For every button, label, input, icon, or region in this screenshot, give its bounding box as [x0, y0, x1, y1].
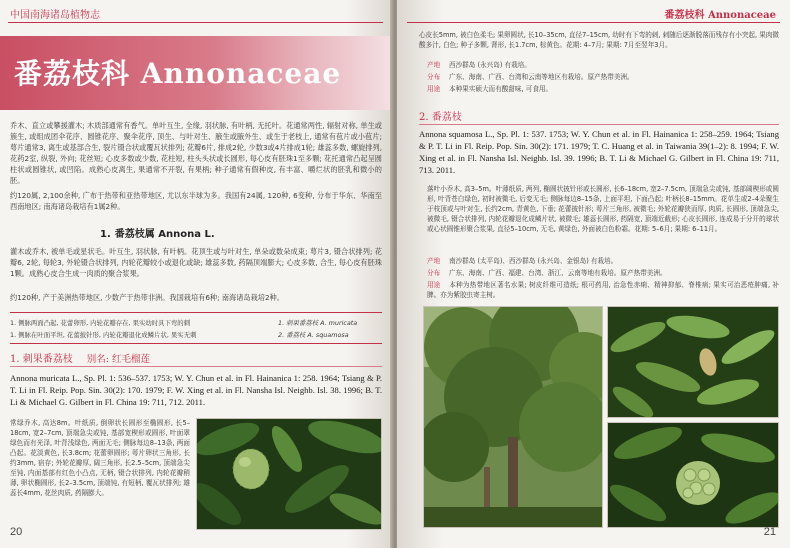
species-2-origin: [427, 256, 617, 266]
soursop-fruit-illustration: [197, 419, 382, 530]
branch-illustration: [608, 307, 779, 418]
species-1-description-continued: 心皮长5mm, 被白色柔毛; 果卵圆状, 长10–35cm, 直径7–15cm, 幼时有下弯的刺, 刺随后逐渐脱落而残存有小突起, 果肉微酸多汁, 白色; 种子多颗, 肾形, 长1.7cm, 棕黄色。花期: 4–7月; 果期: 7月至翌年3月。: [419, 31, 779, 49]
running-head-right: 番荔枝科 Annonaceae: [664, 10, 776, 21]
genus-distribution: 约120种, 产于美洲热带地区, 少数产于热带非洲。我国栽培有6种; 南海诸岛栽培2种。: [10, 293, 284, 302]
right-page: [397, 0, 790, 548]
meta-value: 南沙群岛 (太平岛)、西沙群岛 (永兴岛、金银岛) 有栽培。: [449, 257, 618, 265]
species-1-heading: [10, 350, 150, 365]
species-2-name: 2. 番荔枝: [419, 112, 462, 123]
meta-label: 分布: [427, 269, 441, 277]
family-description: 乔木、直立或攀援灌木; 木质部通常有香气。单叶互生, 全缘, 羽状脉, 有叶柄, 无托叶。花通常两性, 辐射对称, 单生或簇生, 或组成团伞花序、圆锥花序、聚伞花序, 顶生、与叶对生、腋生或腋外生、或生于老枝上, 通常有苞片或小苞片; 萼片通常3, 离生或基部合生, 裂片镊合状或覆瓦状排列; 花瓣6片, 排成2轮, 少数3或4片排成1轮; 雄蕊多数, 螺旋排列, 花药2室, 纵裂, 外向; 花丝短; 心皮多数或少数, 花柱短, 柱头头状或长圆形, 每心皮有胚珠1至多颗; 花托通常凸起呈圆柱状或圆锥状, 或凹陷。成熟心皮离生, 果通常不开裂, 有果柄; 种子通常有假种皮, 有丰富、嚼烂状的胚乳和微小的胚。: [10, 121, 382, 185]
species-1-description: 常绿乔木, 高达8m。叶纸质, 倒卵状长圆形至椭圆形, 长5–18cm, 宽2–7cm, 顶端急尖或钝, 基部宽楔形或圆形, 叶面翠绿色而有光泽, 叶背浅绿色, 两面无毛; 侧脉每边8–13条, 两面凸起。花淡黄色, 长3.8cm; 花蕾卵圆形; 萼片卵状三角形, 长约3mm, 宿存; 外轮花瓣厚, 阔三角形, 长2.5–5cm, 顶端急尖至钝, 内面基部有红色小凸点, 无柄, 镊合状排列, 内轮花瓣稍薄, 卵状椭圆形, 长2–3.5cm, 顶端钝, 有短柄, 覆瓦状排列; 雄蕊长4mm, 花丝肉质, 药隔膨大。: [10, 419, 190, 497]
species-2-citation: Annona squamosa L., Sp. Pl. 1: 537. 1753; W. Y. Chun et al. in Fl. Hainanica 1: 258–259. 1964; Tsiang & P. T. Li in Fl. Reip. Pop. Sin. 30(2): 171. 1979; T. C. Huang et al. in Taiwania 39(1–2): 8. 1994; F. W. Xing et al. in Fl. Nansha Isl. Neighb. Isl. 39. 1996; B. T. Li & Michael G. Gilbert in Fl. China 19: 711, 713. 2011.: [419, 129, 779, 175]
key-bottom-rule: [10, 343, 382, 344]
page-number-right: 21: [763, 526, 776, 538]
meta-label: 分布: [427, 73, 441, 81]
running-head: 中国南海诸岛植物志: [10, 10, 100, 21]
species-1-alias: 别名: 红毛榴莲: [86, 354, 150, 365]
genus-heading: [100, 225, 215, 240]
genus-description: 灌木或乔木, 被单毛或星状毛。叶互生, 羽状脉, 有叶柄。花顶生或与叶对生, 单朵或数朵成束; 萼片3, 镊合状排列; 花瓣6, 2轮, 每轮3, 外轮镊合状排列, 内轮花瓣较小或退化或缺; 雄蕊多数, 药隔顶端膨大; 心皮多数, 合生, 每心皮有胚珠1颗。成熟心皮合生成一肉质的聚合浆果。: [10, 247, 382, 278]
species-2-heading: [419, 108, 462, 123]
genus-title: 番荔枝属 Annona L.: [114, 229, 215, 240]
meta-value: 本种果实硕大而有酸甜味, 可食用。: [449, 85, 553, 93]
species-1-origin: [427, 60, 531, 70]
meta-label: 产地: [427, 257, 441, 265]
species-1-name: 1. 刺果番荔枝: [10, 354, 73, 365]
species-1-rule: [10, 366, 382, 367]
meta-label: 产地: [427, 61, 441, 69]
key-line-1a: 1. 侧脉两面凸起, 花蕾卵形, 内轮花瓣存在, 果实幼时具下弯的刺: [10, 319, 191, 327]
species-2-rule: [419, 124, 779, 125]
head-rule: [8, 22, 383, 23]
family-distribution: 约120属, 2,100余种, 广布于热带和亚热带地区, 尤以东半球为多。我国有24属, 120种, 6变种, 分布于华东、华南至西南地区; 南海诸岛栽培有1属2种。: [10, 191, 382, 211]
sugar-apple-fruit-photo: [607, 422, 779, 528]
species-2-distribution: [427, 268, 667, 278]
meta-value: 西沙群岛 (永兴岛) 有栽培。: [449, 61, 531, 69]
key-line-1b: 1. 侧脉在叶面平坦, 花蕾披针形, 内轮花瓣退化成鳞片状, 果实无刺: [10, 331, 197, 339]
key-result-1a: 1. 刺果番荔枝 A. muricata: [278, 319, 358, 327]
family-title: 番荔枝科 Annonaceae: [14, 57, 342, 90]
key-top-rule: [10, 312, 382, 313]
species-1-distribution: [427, 72, 634, 82]
genus-number: 1.: [100, 229, 111, 240]
left-page: [0, 0, 393, 548]
meta-label: 用途: [427, 85, 441, 93]
head-rule-right: [407, 22, 780, 23]
species-2-description: 落叶小乔木, 高3–5m。叶薄纸质, 两列, 椭圆状披针形或长圆形, 长6–18cm, 宽2–7.5cm, 顶端急尖或钝, 基部阔楔形或圆形, 叶背苍白绿色, 初时被微毛, 后变无毛; 侧脉每边8–15条, 上面平坦, 下面凸起; 叶柄长8–15mm。花单生或2–4朵聚生于枝顶或与叶对生, 长约2cm, 青黄色, 下垂; 花蕾披针形; 萼片三角形, 被微毛; 外轮花瓣狭而厚, 肉质, 长圆形, 顶端急尖, 被微毛, 镊合状排列, 内轮花瓣退化成鳞片状, 被微毛; 雄蕊长圆形, 药隔宽, 顶端近截形; 心皮长圆形, 连成易于分开的球状或心状圆锥形聚合浆果, 直径5–10cm, 无毛, 黄绿色, 外面被白色粉霜。花期: 5–6月; 果期: 6–11月。: [427, 185, 779, 233]
meta-value: 广东、海南、广西、台湾和云南等地区有栽培。原产热带美洲。: [449, 73, 634, 81]
key-result-1b: 2. 番荔枝 A. squamosa: [278, 331, 349, 339]
species-1-use: [427, 84, 552, 94]
species-2-use: [427, 280, 779, 300]
sugar-apple-branch-photo: [607, 306, 779, 418]
tree-illustration: [424, 307, 603, 528]
sugar-apple-tree-photo: [423, 306, 603, 528]
meta-value: 本种为热带地区著名水果; 树皮纤维可造纸; 根可药用, 治急性赤痢、精神抑郁、脊椎病; 果实可治恶疮肿痛, 补脾。亦为紫胶虫寄主树。: [427, 281, 779, 299]
page-number-left: 20: [10, 526, 23, 538]
species-1-citation: Annona muricata L., Sp. Pl. 1: 536–537. 1753; W. Y. Chun et al. in Fl. Hainanica 1: 258. 1964; Tsiang & P. T. Li in Fl. Reip. Pop. Sin. 30(2): 170. 1979; F. W. Xing et al. in Fl. Nansha Isl. Neighb. Isl. 38. 1996; B. T. Li & Michael G. Gilbert in Fl. China 19: 711, 712. 2011.: [10, 373, 382, 407]
meta-label: 用途: [427, 281, 441, 289]
soursop-fruit-photo: [196, 418, 382, 530]
fruit-illustration: [608, 423, 779, 528]
meta-value: 广东、海南、广西、福建、台湾、浙江、云南等地有栽培。原产热带美洲。: [449, 269, 667, 277]
